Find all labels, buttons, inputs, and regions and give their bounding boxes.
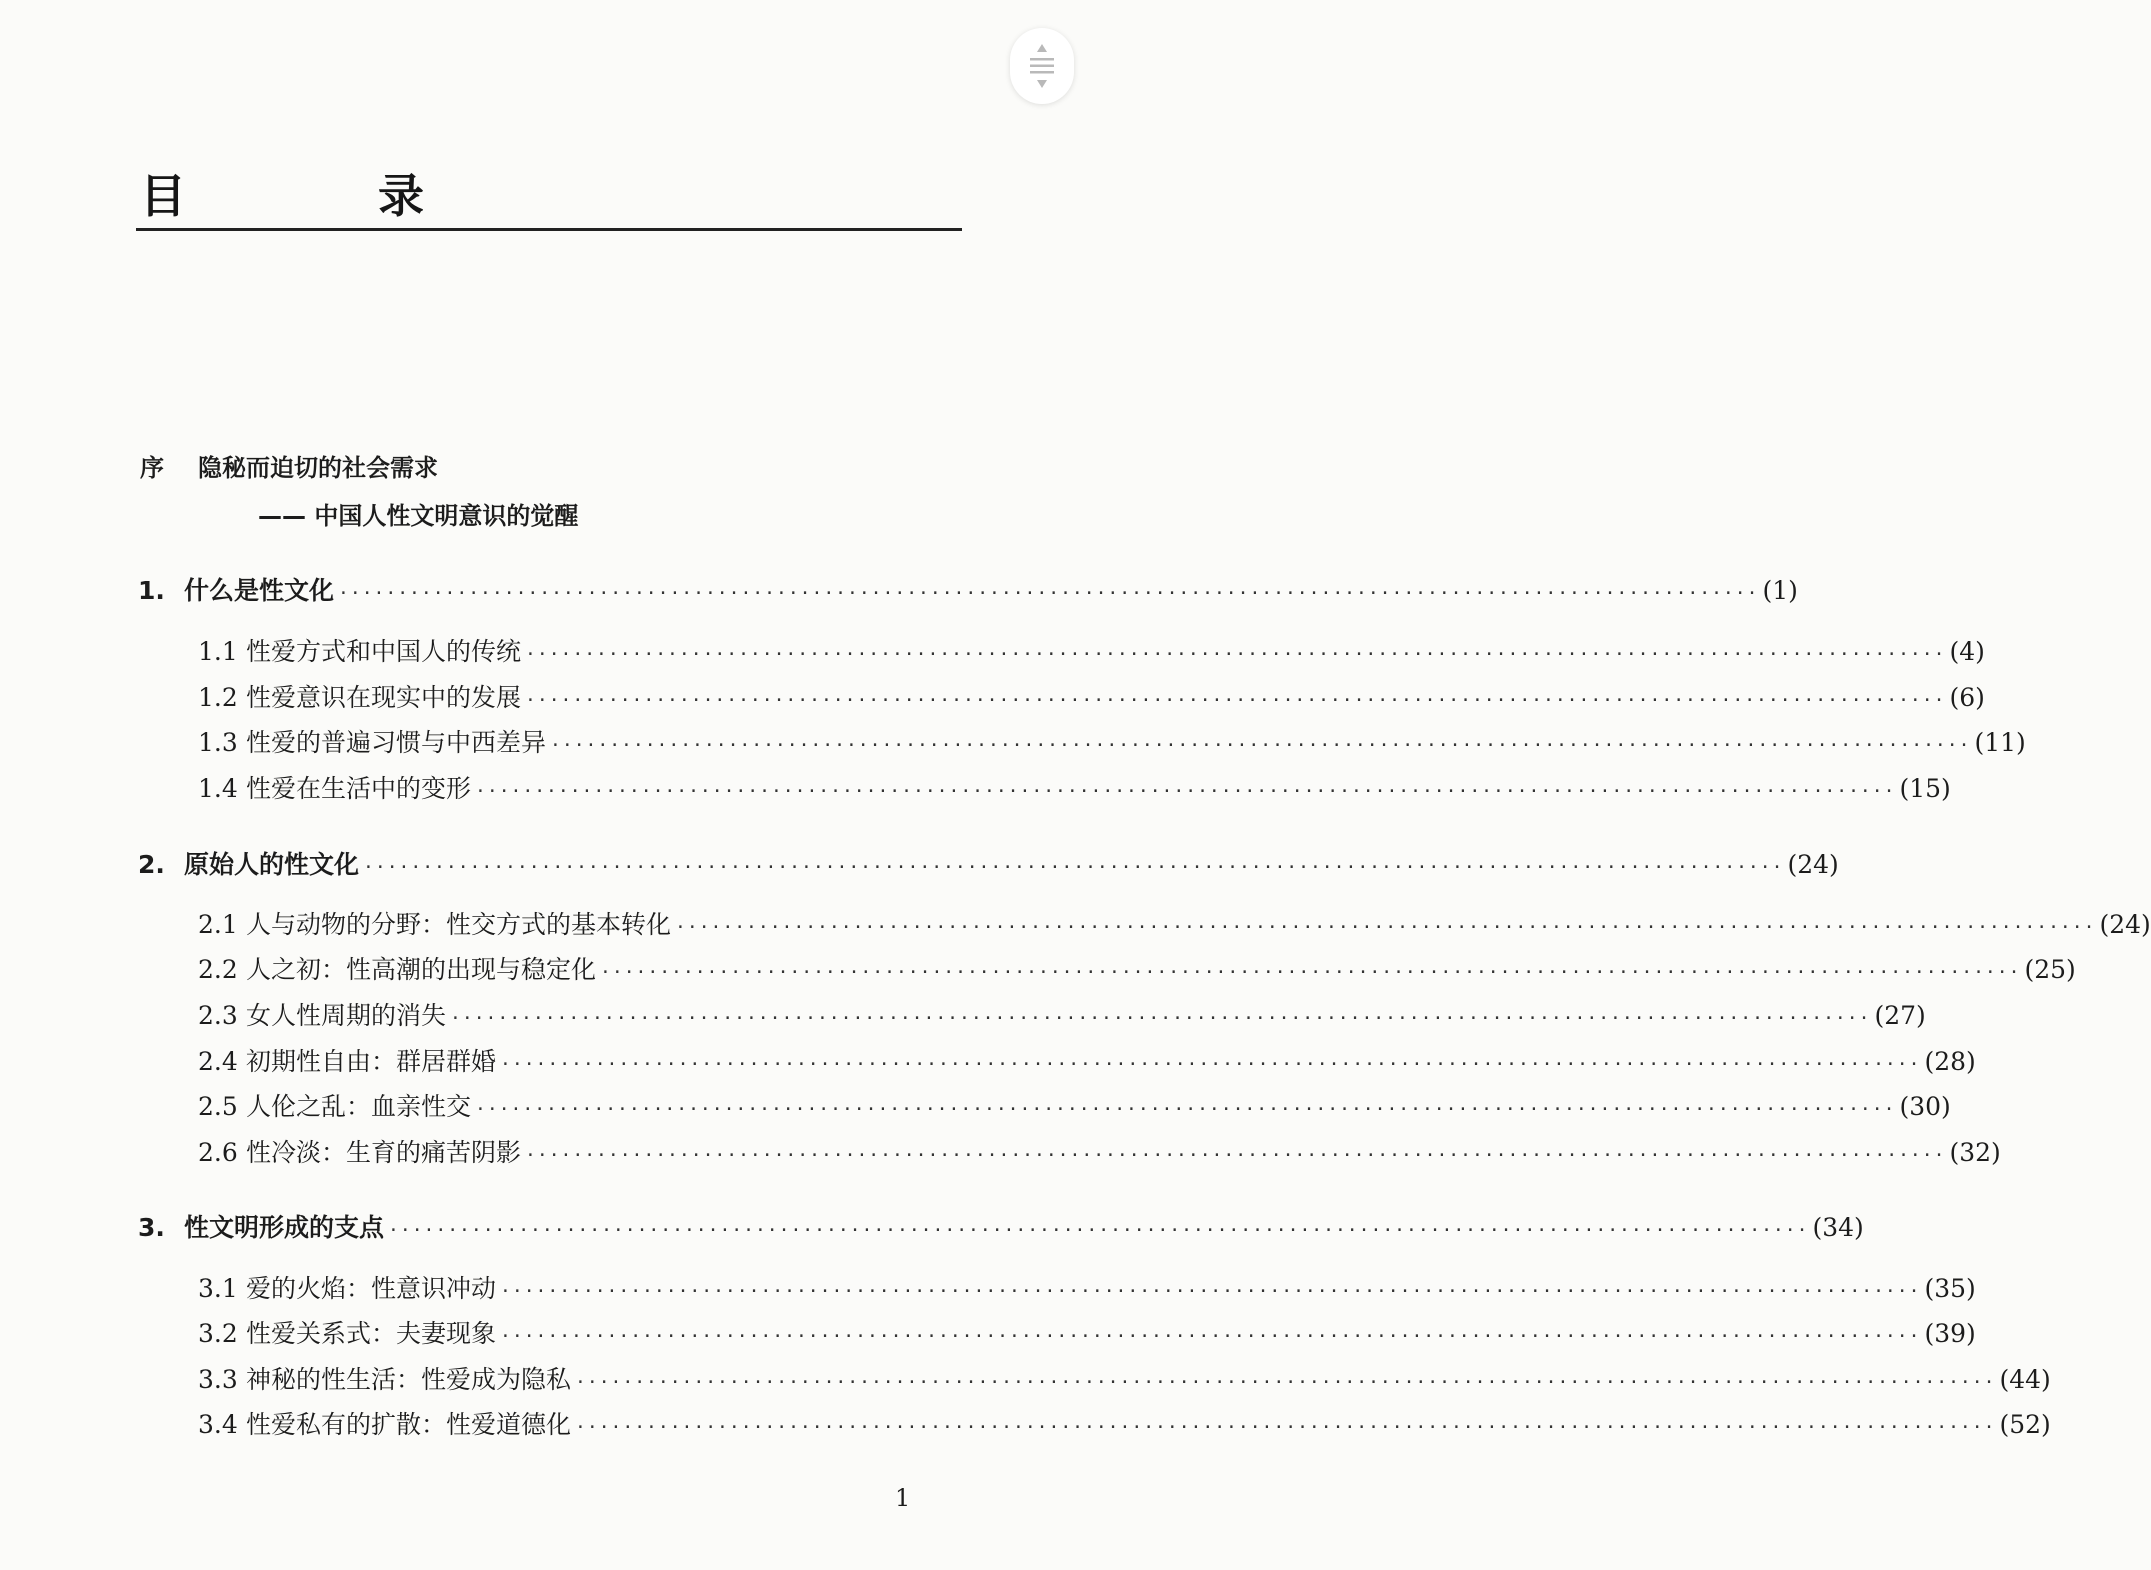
toc-entry-title: 原始人的性文化 — [184, 850, 360, 879]
toc-section-row — [198, 680, 1985, 716]
toc-entry-page: 35 — [1934, 1274, 1967, 1303]
page-ref-open-paren: ( — [1924, 1319, 1935, 1348]
page-ref-close-paren: ) — [2041, 1365, 2051, 1394]
page-ref-open-paren: ( — [1762, 576, 1773, 605]
page-ref-close-paren: ) — [1966, 1319, 1976, 1348]
toc-entry-page: 15 — [1909, 774, 1942, 803]
toc-entry-title: 性爱私有的扩散：性爱道德化 — [246, 1410, 572, 1439]
toc-entry-page: 39 — [1934, 1319, 1967, 1348]
toc-chapter-row — [138, 573, 1798, 609]
dot-leader: ························································································································ — [675, 917, 2096, 938]
toc-entry-number: 2.5 — [198, 1092, 238, 1121]
toc-chapter-row — [138, 1210, 1864, 1246]
page-ref-open-paren: ( — [1949, 683, 1960, 712]
page-number: 1 — [895, 1484, 911, 1512]
toc-entry-page: 30 — [1909, 1092, 1942, 1121]
page-ref-open-paren: ( — [1899, 774, 1910, 803]
toc-entry-page: 34 — [1822, 1213, 1855, 1242]
page-ref-open-paren: ( — [1924, 1047, 1935, 1076]
toc-entry-number: 1.1 — [198, 637, 238, 666]
toc-entry-number: 3.1 — [198, 1274, 238, 1303]
preface-subtitle: —— 中国人性文明意识的觉醒 — [258, 502, 579, 530]
toc-entry-title: 人伦之乱：血亲性交 — [246, 1092, 472, 1121]
toc-entry-title: 人与动物的分野：性交方式的基本转化 — [246, 910, 672, 939]
toc-entry-number: 1.3 — [198, 728, 238, 757]
toc-section-row — [198, 1044, 1976, 1080]
toc-section-row — [198, 952, 2076, 988]
preface-label: 序 — [140, 454, 164, 482]
toc-entry-title: 爱的火焰：性意识冲动 — [246, 1274, 497, 1303]
toc-section-row — [198, 725, 2026, 761]
page-ref-close-paren: ) — [1941, 774, 1951, 803]
toc-entry-title: 性爱方式和中国人的传统 — [246, 637, 522, 666]
toc-entry-page: 4 — [1959, 637, 1976, 666]
dot-leader: ························································································································ — [525, 690, 1946, 711]
toc-entry-number: 2.6 — [198, 1138, 238, 1167]
page-ref-open-paren: ( — [1812, 1213, 1823, 1242]
toc-entry-title: 什么是性文化 — [184, 576, 335, 605]
page-ref-open-paren: ( — [1949, 1138, 1960, 1167]
toc-section-row — [198, 634, 1985, 670]
toc-entry-page: 27 — [1884, 1001, 1917, 1030]
toc-section-row — [198, 1089, 1951, 1125]
scroll-handle[interactable] — [1010, 28, 1074, 104]
toc-section-row — [198, 998, 1926, 1034]
page-ref-close-paren: ) — [1916, 1001, 1926, 1030]
toc-section-row — [198, 1316, 1976, 1352]
toc-entry-number: 2.2 — [198, 955, 238, 984]
toc-section-row — [198, 907, 2151, 943]
dot-leader: ························································································································ — [525, 1145, 1946, 1166]
page-ref-close-paren: ) — [1966, 1047, 1976, 1076]
toc-entry-page: 44 — [2009, 1365, 2042, 1394]
page-ref-open-paren: ( — [1999, 1410, 2010, 1439]
page-ref-open-paren: ( — [1974, 728, 1985, 757]
toc-entry-number: 3.4 — [198, 1410, 238, 1439]
toc-section-row — [198, 1271, 1976, 1307]
page-ref-open-paren: ( — [1999, 1365, 2010, 1394]
toc-entry-number: 1.2 — [198, 683, 238, 712]
toc-entry-title: 初期性自由：群居群婚 — [246, 1047, 497, 1076]
dot-leader: ························································································································ — [575, 1417, 1996, 1438]
page-ref-open-paren: ( — [1874, 1001, 1885, 1030]
toc-entry-title: 性文明形成的支点 — [184, 1213, 385, 1242]
dot-leader: ························································································································ — [500, 1326, 1921, 1347]
toc-entry-number: 3.3 — [198, 1365, 238, 1394]
page-ref-close-paren: ) — [1788, 576, 1798, 605]
dot-leader: ························································································································ — [475, 1099, 1896, 1120]
toc-entry-page: 11 — [1984, 728, 2017, 757]
dot-leader: ························································································································ — [388, 1220, 1809, 1241]
page-ref-open-paren: ( — [1899, 1092, 1910, 1121]
toc-entry-number: 3.2 — [198, 1319, 238, 1348]
page-ref-close-paren: ) — [1966, 1274, 1976, 1303]
dot-leader: ························································································································ — [450, 1008, 1871, 1029]
toc-entry-title: 性爱意识在现实中的发展 — [246, 683, 522, 712]
dot-leader: ························································································································ — [500, 1054, 1921, 1075]
toc-entry-number: 2.1 — [198, 910, 238, 939]
page-ref-close-paren: ) — [1829, 850, 1839, 879]
page-ref-close-paren: ) — [2016, 728, 2026, 757]
toc-chapter-row — [138, 847, 1839, 883]
dot-leader: ························································································································ — [575, 1372, 1996, 1393]
toc-entry-number: 2.4 — [198, 1047, 238, 1076]
toc-section-row — [198, 1407, 2051, 1443]
dot-leader: ························································································································ — [500, 1281, 1921, 1302]
toc-entry-page: 32 — [1959, 1138, 1992, 1167]
page-ref-close-paren: ) — [2141, 910, 2151, 939]
preface-title: 隐秘而迫切的社会需求 — [198, 454, 438, 482]
page-ref-close-paren: ) — [1975, 683, 1985, 712]
toc-entry-number: 1.4 — [198, 774, 238, 803]
toc-entry-page: 1 — [1772, 576, 1789, 605]
toc-entry-number: 2.3 — [198, 1001, 238, 1030]
page-title: 目 录 — [140, 169, 513, 223]
toc-entry-title: 人之初：性高潮的出现与稳定化 — [246, 955, 597, 984]
toc-entry-title: 性爱关系式：夫妻现象 — [246, 1319, 497, 1348]
page-ref-close-paren: ) — [1991, 1138, 2001, 1167]
toc-entry-title: 神秘的性生活：性爱成为隐私 — [246, 1365, 572, 1394]
title-rule — [136, 228, 962, 231]
scroll-handle-icon — [1027, 42, 1057, 90]
page-ref-open-paren: ( — [1787, 850, 1798, 879]
dot-leader: ························································································································ — [363, 857, 1784, 878]
toc-entry-page: 6 — [1959, 683, 1976, 712]
page-ref-close-paren: ) — [1854, 1213, 1864, 1242]
dot-leader: ························································································································ — [525, 644, 1946, 665]
page-ref-open-paren: ( — [1924, 1274, 1935, 1303]
page-ref-close-paren: ) — [2066, 955, 2076, 984]
dot-leader: ························································································································ — [475, 781, 1896, 802]
page-ref-close-paren: ) — [2041, 1410, 2051, 1439]
dot-leader: ························································································································ — [600, 962, 2021, 983]
toc-section-row — [198, 1362, 2051, 1398]
page-ref-open-paren: ( — [1949, 637, 1960, 666]
toc-entry-title: 性爱在生活中的变形 — [246, 774, 472, 803]
page-ref-open-paren: ( — [2024, 955, 2035, 984]
toc-entry-number: 1. — [138, 576, 165, 605]
toc-entry-number: 2. — [138, 850, 165, 879]
dot-leader: ························································································································ — [550, 735, 1971, 756]
toc-entry-page: 24 — [2109, 910, 2142, 939]
toc-entry-page: 24 — [1797, 850, 1830, 879]
page-ref-close-paren: ) — [1975, 637, 1985, 666]
toc-section-row — [198, 771, 1951, 807]
toc-entry-title: 性冷淡：生育的痛苦阴影 — [246, 1138, 522, 1167]
page-ref-close-paren: ) — [1941, 1092, 1951, 1121]
page-ref-open-paren: ( — [2099, 910, 2110, 939]
toc-entry-page: 25 — [2034, 955, 2067, 984]
toc-entry-number: 3. — [138, 1213, 165, 1242]
toc-entry-title: 女人性周期的消失 — [246, 1001, 447, 1030]
toc-section-row — [198, 1135, 2001, 1171]
preface-block — [140, 448, 578, 544]
toc-entry-title: 性爱的普遍习惯与中西差异 — [246, 728, 547, 757]
toc-entry-page: 52 — [2009, 1410, 2042, 1439]
dot-leader: ························································································································ — [338, 583, 1759, 604]
toc-entry-page: 28 — [1934, 1047, 1967, 1076]
